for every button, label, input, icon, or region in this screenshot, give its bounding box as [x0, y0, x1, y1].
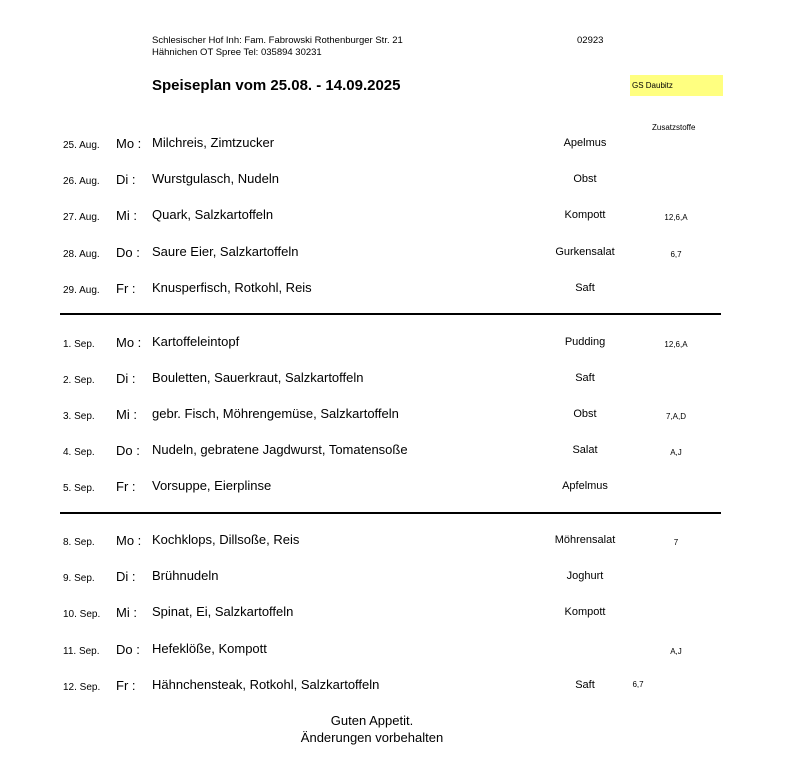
menu-weekday: Do : — [116, 245, 140, 260]
school-badge: GS Daubitz — [630, 75, 723, 96]
menu-weekday: Mo : — [116, 335, 142, 350]
menu-date: 25. Aug. — [63, 140, 100, 151]
week-divider — [60, 313, 721, 315]
menu-meal: Kochklops, Dillsoße, Reis — [152, 532, 300, 547]
menu-row — [0, 406, 793, 426]
menu-side: Joghurt — [566, 570, 604, 582]
menu-date: 4. Sep. — [63, 447, 95, 458]
menu-side: Gurkensalat — [555, 246, 615, 258]
menu-additives: 7 — [673, 538, 679, 547]
menu-weekday: Fr : — [116, 678, 136, 693]
menu-weekday: Di : — [116, 172, 136, 187]
menu-side: Pudding — [564, 336, 606, 348]
menu-additives: 12,6,A — [664, 340, 688, 349]
menu-side: Apelmus — [563, 137, 607, 149]
menu-meal: Wurstgulasch, Nudeln — [152, 171, 279, 186]
footer-greeting: Guten Appetit. — [330, 713, 414, 728]
menu-row — [0, 334, 793, 354]
menu-meal: Vorsuppe, Eierplinse — [152, 478, 272, 493]
footer-note — [230, 712, 514, 746]
menu-row — [0, 207, 793, 227]
menu-row — [0, 171, 793, 191]
menu-additives: 6,7 — [670, 250, 682, 259]
week-divider — [60, 512, 721, 514]
menu-meal: Knusperfisch, Rotkohl, Reis — [152, 280, 312, 295]
menu-date: 5. Sep. — [63, 483, 95, 494]
menu-row — [0, 604, 793, 624]
menu-weekday: Di : — [116, 569, 136, 584]
menu-row — [0, 280, 793, 300]
menu-side: Apfelmus — [562, 480, 608, 492]
menu-side: Obst — [573, 173, 597, 185]
menu-side: Saft — [575, 679, 595, 691]
menu-meal: Spinat, Ei, Salzkartoffeln — [152, 604, 294, 619]
menu-meal: Quark, Salzkartoffeln — [152, 207, 274, 222]
menu-weekday: Mo : — [116, 136, 142, 151]
menu-additives: A,J — [670, 448, 682, 457]
menu-side: Obst — [573, 408, 597, 420]
menu-date: 26. Aug. — [63, 176, 100, 187]
menu-row — [0, 244, 793, 264]
restaurant-address: Schlesischer Hof Inh: Fam. Fabrowski Rothenburger Str. 21 — [152, 35, 403, 46]
menu-meal: Milchreis, Zimtzucker — [152, 135, 275, 150]
menu-row — [0, 532, 793, 552]
menu-date: 3. Sep. — [63, 411, 95, 422]
menu-meal: Brühnudeln — [152, 568, 219, 583]
menu-side: Saft — [575, 372, 595, 384]
menu-meal: Saure Eier, Salzkartoffeln — [152, 244, 299, 259]
menu-weekday: Di : — [116, 371, 136, 386]
menu-meal: Bouletten, Sauerkraut, Salzkartoffeln — [152, 370, 364, 385]
menu-additives: A,J — [670, 647, 682, 656]
menu-weekday: Do : — [116, 642, 140, 657]
menu-weekday: Do : — [116, 443, 140, 458]
menu-date: 1. Sep. — [63, 339, 95, 350]
menu-row — [0, 568, 793, 588]
menu-date: 2. Sep. — [63, 375, 95, 386]
menu-date: 10. Sep. — [63, 609, 101, 620]
menu-date: 27. Aug. — [63, 212, 100, 223]
menu-meal: gebr. Fisch, Möhrengemüse, Salzkartoffeln — [152, 406, 399, 421]
menu-additives: 6,7 — [632, 680, 644, 689]
menu-side: Saft — [575, 282, 595, 294]
menu-weekday: Mo : — [116, 533, 142, 548]
menu-weekday: Mi : — [116, 407, 137, 422]
menu-weekday: Mi : — [116, 605, 137, 620]
menu-additives: 12,6,A — [664, 213, 688, 222]
menu-row — [0, 442, 793, 462]
menu-row — [0, 478, 793, 498]
menu-weekday: Fr : — [116, 281, 136, 296]
menu-meal: Kartoffeleintopf — [152, 334, 240, 349]
menu-date: 8. Sep. — [63, 537, 95, 548]
menu-weekday: Mi : — [116, 208, 137, 223]
menu-date: 12. Sep. — [63, 682, 101, 693]
menu-date: 28. Aug. — [63, 249, 100, 260]
menu-meal: Nudeln, gebratene Jagdwurst, Tomatensoße — [152, 442, 408, 457]
menu-row — [0, 641, 793, 661]
menu-side: Kompott — [564, 209, 606, 221]
menu-additives: 7,A,D — [665, 412, 686, 421]
menu-weekday: Fr : — [116, 479, 136, 494]
menu-date: 29. Aug. — [63, 285, 100, 296]
menu-row — [0, 135, 793, 155]
menu-meal: Hähnchensteak, Rotkohl, Salzkartoffeln — [152, 677, 380, 692]
menu-row — [0, 370, 793, 390]
menu-date: 9. Sep. — [63, 573, 95, 584]
footer-disclaimer: Änderungen vorbehalten — [300, 730, 444, 745]
menu-side: Salat — [572, 444, 598, 456]
restaurant-contact: Hähnichen OT Spree Tel: 035894 30231 — [152, 47, 322, 58]
menu-side: Kompott — [564, 606, 606, 618]
postcode: 02923 — [577, 35, 604, 46]
menu-date: 11. Sep. — [63, 646, 100, 657]
menu-row — [0, 677, 793, 697]
page-title: Speiseplan vom 25.08. - 14.09.2025 — [152, 77, 401, 94]
menu-side: Möhrensalat — [554, 534, 616, 546]
additives-heading: Zusatzstoffe — [652, 123, 696, 132]
menu-meal: Hefeklöße, Kompott — [152, 641, 267, 656]
